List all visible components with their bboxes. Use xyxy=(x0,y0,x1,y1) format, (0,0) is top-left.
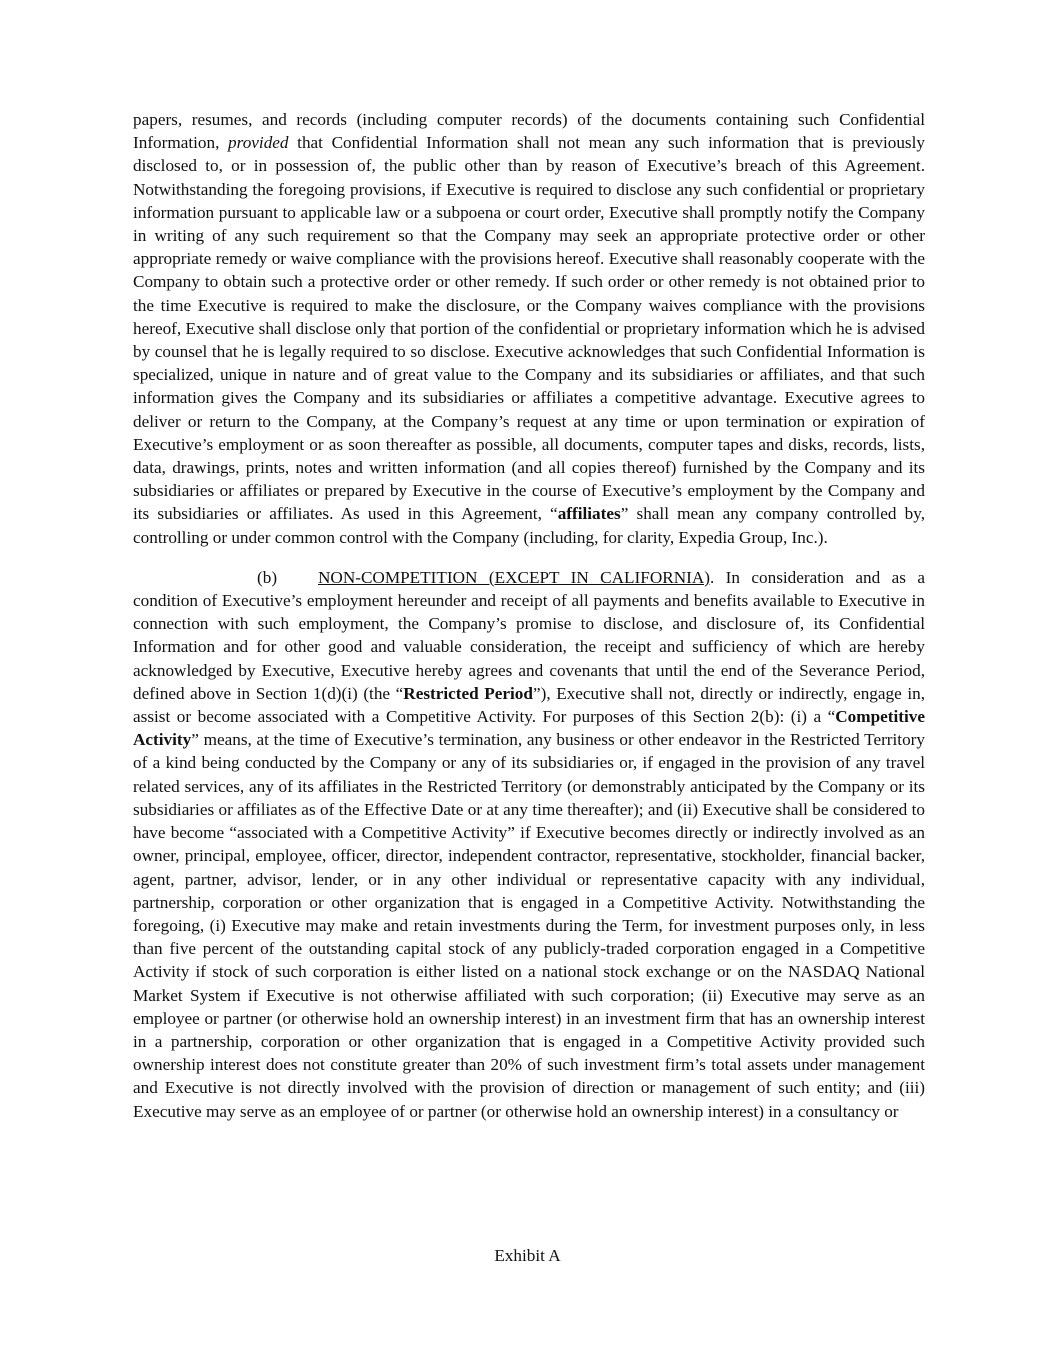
para1-text-2: that Confidential Information shall not mean any such information that is previously disclosed to, or in possession of, the public other than by reason of Executive’s breach of this Agreement. Notwithstanding the foregoing provisions, if Executive is required to disclose any such confidential or proprietary information pursuant to applicable law or a subpoena or court order, Executive shall promptly notify the Company in writing of any such requirement so that the Company may seek an appropriate protective order or other appropriate remedy or waive compliance with the provisions hereof. Executive shall reasonably cooperate with the Company to obtain such a protective order or other remedy. If such order or other remedy is not obtained prior to the time Executive is required to make the disclosure, or the Company waives compliance with the provisions hereof, Executive shall disclose only that portion of the confidential or proprietary information which he is advised by counsel that he is legally required to so disclose. Executive acknowledges that such Confidential Information is specialized, unique in nature and of great value to the Company and its subsidiaries or affiliates, and that such information gives the Company and its subsidiaries or affiliates a competitive advantage. Executive agrees to deliver or return to the Company, at the Company’s request at any time or upon termination or expiration of Executive’s employment or as soon thereafter as possible, all documents, computer tapes and disks, records, lists, data, drawings, prints, notes and written information (and all copies thereof) furnished by the Company and its subsidiaries or affiliates or prepared by Executive in the course of Executive’s employment by the Company and its subsidiaries or affiliates. As used in this Agreement, “ xyxy=(133,133,925,524)
para2-competitive-activity-term: Competitive Activity xyxy=(133,707,925,750)
para2-text-1: . In consideration and as a condition of Executive’s employment hereunder and receipt of all payments and benefits available to Executive in connection with such employment, the Company’s promise to disclose, and disclosure of, its Confidential Information and for other good and valuable consideration, the receipt and sufficiency of which are hereby acknowledged by Executive, Executive hereby agrees and covenants that until the end of the Severance Period, defined above in Section 1(d)(i) (the “ xyxy=(133,567,925,703)
para1-text-1: papers, resumes, and records (including computer records) of the documents containing such Confidential Information, xyxy=(133,110,925,153)
page-footer: Exhibit A xyxy=(494,1246,561,1265)
para1-affiliates-term: affiliates xyxy=(557,504,621,524)
section-label: (b) xyxy=(257,567,278,587)
confidential-information-paragraph xyxy=(133,108,925,549)
para2-restricted-period-term: Restricted Period xyxy=(403,683,533,703)
para2-text-3: ” means, at the time of Executive’s termination, any business or other endeavor in the Restricted Territory of a kind being conducted by the Company or any of its subsidiaries or, if engaged in the provision of any travel related services, any of its affiliates in the Restricted Territory (or demonstrably anticipated by the Company or its subsidiaries or affiliates as of the Effective Date or at any time thereafter); and (ii) Executive shall be considered to have become “associated with a Competitive Activity” if Executive becomes directly or indirectly involved as an owner, principal, employee, officer, director, independent contractor, representative, stockholder, financial backer, agent, partner, advisor, lender, or in any other individual or representative capacity with any individual, partnership, corporation or other organization that is engaged in a Competitive Activity. Notwithstanding the foregoing, (i) Executive may make and retain investments during the Term, for investment purposes only, in less than five percent of the outstanding capital stock of any publicly-traded corporation engaged in a Competitive Activity if stock of such corporation is either listed on a national stock exchange or on the NASDAQ National Market System if Executive is not otherwise affiliated with such corporation; (ii) Executive may serve as an employee or partner (or otherwise hold an ownership interest) in an investment firm that has an ownership interest in a partnership, corporation or other organization that is engaged in a Competitive Activity provided such ownership interest does not constitute greater than 20% of such investment firm’s total assets under management and Executive is not directly involved with the provision of direction or management of such entity; and (iii) Executive may serve as an employee of or partner (or otherwise hold an ownership interest) in a consultancy or xyxy=(133,730,925,1121)
para1-text-3: ” shall mean any company controlled by, controlling or under common control with the Company (including, for clarity, Expedia Group, Inc.). xyxy=(133,504,925,547)
non-competition-paragraph xyxy=(133,566,925,1123)
para1-provided-emphasis: provided xyxy=(228,133,289,153)
section-heading: NON-COMPETITION (EXCEPT IN CALIFORNIA) xyxy=(318,567,710,587)
para2-text-2: ”), Executive shall not, directly or indirectly, engage in, assist or become associated with a Competitive Activity. For purposes of this Section 2(b): (i) a “ xyxy=(133,683,925,727)
document-page xyxy=(133,108,925,1123)
